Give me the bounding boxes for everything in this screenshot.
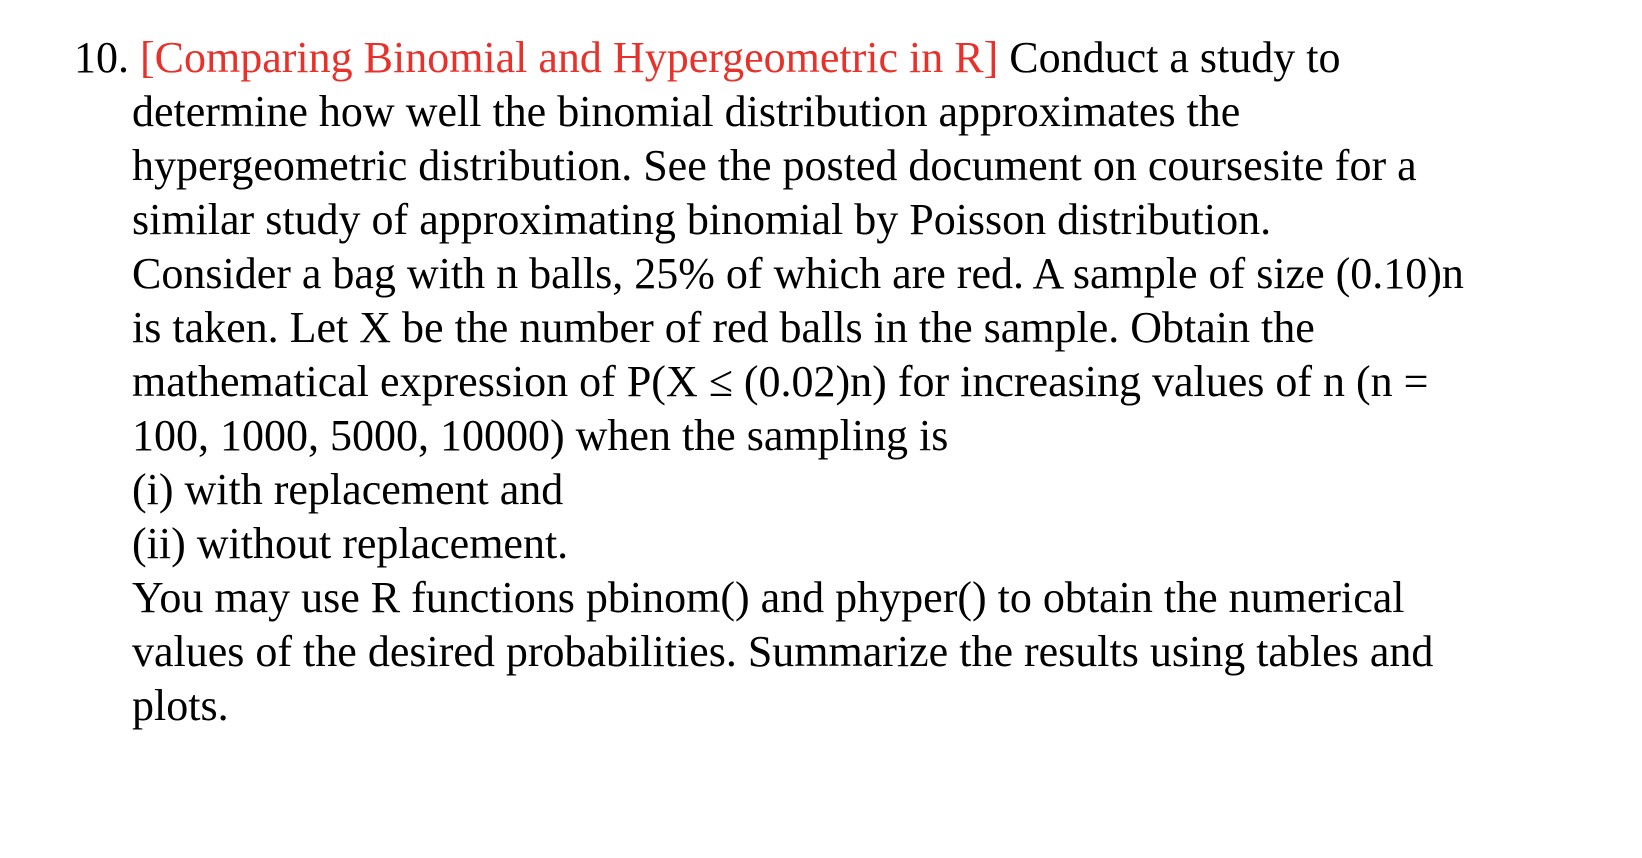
problem-first-line-text: Conduct a study to <box>1009 33 1341 82</box>
problem-line: determine how well the binomial distribution approximates the <box>132 87 1241 136</box>
problem-line: hypergeometric distribution. See the posted document on coursesite for a <box>132 141 1417 190</box>
problem-subpart-i: (i) with replacement and <box>132 465 564 514</box>
problem-line: values of the desired probabilities. Summarize the results using tables and <box>132 627 1434 676</box>
problem-number: 10. <box>74 33 129 82</box>
problem-line: You may use R functions pbinom() and phyper() to obtain the numerical <box>132 573 1405 622</box>
problem-subpart-ii: (ii) without replacement. <box>132 519 569 568</box>
problem-title: [Comparing Binomial and Hypergeometric in R] <box>140 33 999 82</box>
problem-line: plots. <box>132 681 229 730</box>
problem-line: Consider a bag with n balls, 25% of which are red. A sample of size (0.10)n <box>132 249 1464 298</box>
problem-first-line <box>74 31 1340 85</box>
problem-line: mathematical expression of P(X ≤ (0.02)n) for increasing values of n (n = <box>132 357 1429 406</box>
problem-line: is taken. Let X be the number of red balls in the sample. Obtain the <box>132 303 1315 352</box>
problem-line: similar study of approximating binomial by Poisson distribution. <box>132 195 1272 244</box>
problem-line: 100, 1000, 5000, 10000) when the sampling is <box>132 411 949 460</box>
